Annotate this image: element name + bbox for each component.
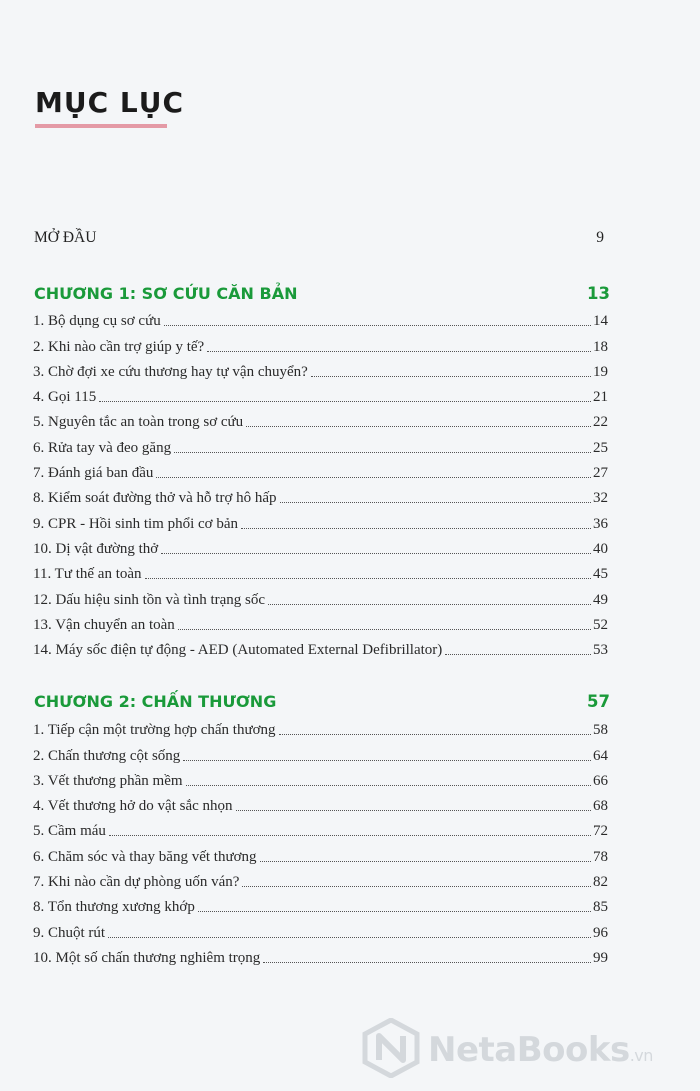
entry-page-number: 82 — [593, 874, 608, 891]
entry-page-number: 19 — [593, 363, 608, 380]
toc-entry[interactable] — [33, 815, 608, 840]
entry-title: 10. Dị vật đường thở — [33, 540, 159, 557]
entry-page-number: 27 — [593, 465, 608, 482]
toc-entry[interactable] — [33, 533, 608, 558]
entry-page-number: 72 — [593, 823, 608, 840]
entry-title: 3. Chờ đợi xe cứu thương hay tự vận chuyển? — [33, 363, 308, 380]
dot-leader — [236, 810, 591, 811]
entry-title: 7. Đánh giá ban đầu — [33, 465, 154, 482]
entry-page-number: 96 — [593, 924, 608, 941]
toc-entry[interactable] — [33, 790, 608, 815]
netabooks-logo-icon — [362, 1018, 420, 1078]
entry-title: 7. Khi nào cần dự phòng uốn ván? — [33, 874, 240, 891]
toc-entry[interactable] — [33, 840, 608, 865]
dot-leader — [260, 861, 591, 862]
entry-title: 12. Dấu hiệu sinh tồn và tình trạng sốc — [33, 591, 266, 608]
entry-title: 1. Bộ dụng cụ sơ cứu — [33, 313, 161, 330]
entry-page-number: 21 — [593, 389, 608, 406]
toc-entry[interactable] — [33, 381, 608, 406]
entry-title: 9. Chuột rút — [33, 924, 106, 941]
dot-leader — [280, 502, 591, 503]
entry-title: 4. Vết thương hở do vật sắc nhọn — [33, 798, 233, 815]
toc-entry[interactable] — [33, 406, 608, 431]
dot-leader — [445, 654, 591, 655]
entry-page-number: 25 — [593, 439, 608, 456]
page-title: MỤC LỤC — [35, 86, 185, 119]
toc-entry[interactable] — [33, 356, 608, 381]
entry-title: 9. CPR - Hồi sinh tim phổi cơ bản — [33, 515, 239, 532]
dot-leader — [198, 911, 591, 912]
dot-leader — [174, 452, 591, 453]
toc-entry[interactable] — [33, 891, 608, 916]
entry-title: 8. Kiểm soát đường thở và hỗ trợ hô hấp — [33, 490, 277, 507]
entry-page-number: 68 — [593, 798, 608, 815]
entry-title: 6. Chăm sóc và thay băng vết thương — [33, 848, 257, 865]
entry-page-number: 32 — [593, 490, 608, 507]
toc-entry[interactable] — [33, 330, 608, 355]
entry-page-number: 45 — [593, 566, 608, 583]
dot-leader — [246, 426, 591, 427]
dot-leader — [207, 351, 591, 352]
dot-leader — [186, 785, 591, 786]
entry-page-number: 66 — [593, 772, 608, 789]
entry-title: 8. Tổn thương xương khớp — [33, 899, 195, 916]
toc-entry[interactable] — [33, 609, 608, 634]
toc-entry[interactable] — [33, 431, 608, 456]
entry-title: 13. Vận chuyển an toàn — [33, 616, 175, 633]
watermark-suffix: .vn — [629, 1046, 653, 1065]
dot-leader — [279, 734, 591, 735]
entry-page-number: 58 — [593, 722, 608, 739]
dot-leader — [161, 553, 591, 554]
chapter-page-number: 57 — [587, 692, 610, 711]
chapter-2-heading[interactable] — [34, 692, 610, 716]
entry-page-number: 36 — [593, 515, 608, 532]
chapter-title: CHƯƠNG 2: CHẤN THƯƠNG — [34, 692, 277, 711]
entry-page-number: 49 — [593, 591, 608, 608]
chapter-1-entries — [33, 305, 608, 659]
dot-leader — [178, 629, 591, 630]
toc-entry[interactable] — [33, 558, 608, 583]
dot-leader — [263, 962, 591, 963]
toc-entry[interactable] — [33, 942, 608, 967]
chapter-title: CHƯƠNG 1: SƠ CỨU CĂN BẢN — [34, 284, 298, 303]
entry-page-number: 78 — [593, 848, 608, 865]
entry-title: 14. Máy sốc điện tự động - AED (Automated External Defibrillator) — [33, 642, 443, 659]
toc-entry[interactable] — [33, 583, 608, 608]
toc-entry[interactable] — [33, 714, 608, 739]
entry-title: 4. Gọi 115 — [33, 389, 97, 406]
dot-leader — [241, 528, 591, 529]
toc-entry[interactable] — [33, 765, 608, 790]
entry-page-number: 85 — [593, 899, 608, 916]
watermark-text — [428, 1030, 653, 1070]
entry-page-number: 40 — [593, 540, 608, 557]
entry-title: 5. Nguyên tắc an toàn trong sơ cứu — [33, 414, 244, 431]
dot-leader — [99, 401, 591, 402]
toc-entry[interactable] — [33, 866, 608, 891]
intro-row[interactable] — [34, 229, 604, 253]
toc-entry[interactable] — [33, 457, 608, 482]
entry-title: 2. Khi nào cần trợ giúp y tế? — [33, 338, 205, 355]
toc-entry[interactable] — [33, 507, 608, 532]
dot-leader — [145, 578, 591, 579]
entry-page-number: 22 — [593, 414, 608, 431]
entry-page-number: 52 — [593, 616, 608, 633]
dot-leader — [242, 886, 591, 887]
entry-title: 6. Rửa tay và đeo găng — [33, 439, 172, 456]
intro-page-number: 9 — [596, 229, 604, 246]
title-underline — [35, 124, 167, 128]
entry-title: 1. Tiếp cận một trường hợp chấn thương — [33, 722, 276, 739]
dot-leader — [156, 477, 591, 478]
entry-page-number: 53 — [593, 642, 608, 659]
entry-title: 3. Vết thương phần mềm — [33, 772, 183, 789]
netabooks-watermark — [362, 1018, 692, 1078]
toc-entry[interactable] — [33, 305, 608, 330]
dot-leader — [183, 760, 591, 761]
entry-page-number: 14 — [593, 313, 608, 330]
entry-title: 11. Tư thế an toàn — [33, 566, 142, 583]
entry-page-number: 64 — [593, 747, 608, 764]
entry-title: 5. Cầm máu — [33, 823, 106, 840]
chapter-page-number: 13 — [587, 284, 610, 303]
toc-entry[interactable] — [33, 634, 608, 659]
toc-entry[interactable] — [33, 916, 608, 941]
intro-label: MỞ ĐẦU — [34, 229, 97, 246]
entry-title: 10. Một số chấn thương nghiêm trọng — [33, 949, 261, 966]
chapter-2-entries — [33, 714, 608, 967]
toc-entry[interactable] — [33, 739, 608, 764]
watermark-brand: NetaBooks — [428, 1030, 630, 1070]
dot-leader — [108, 937, 591, 938]
dot-leader — [311, 376, 591, 377]
dot-leader — [109, 835, 591, 836]
toc-entry[interactable] — [33, 482, 608, 507]
dot-leader — [268, 604, 591, 605]
entry-page-number: 99 — [593, 949, 608, 966]
entry-title: 2. Chấn thương cột sống — [33, 747, 181, 764]
dot-leader — [164, 325, 591, 326]
entry-page-number: 18 — [593, 338, 608, 355]
